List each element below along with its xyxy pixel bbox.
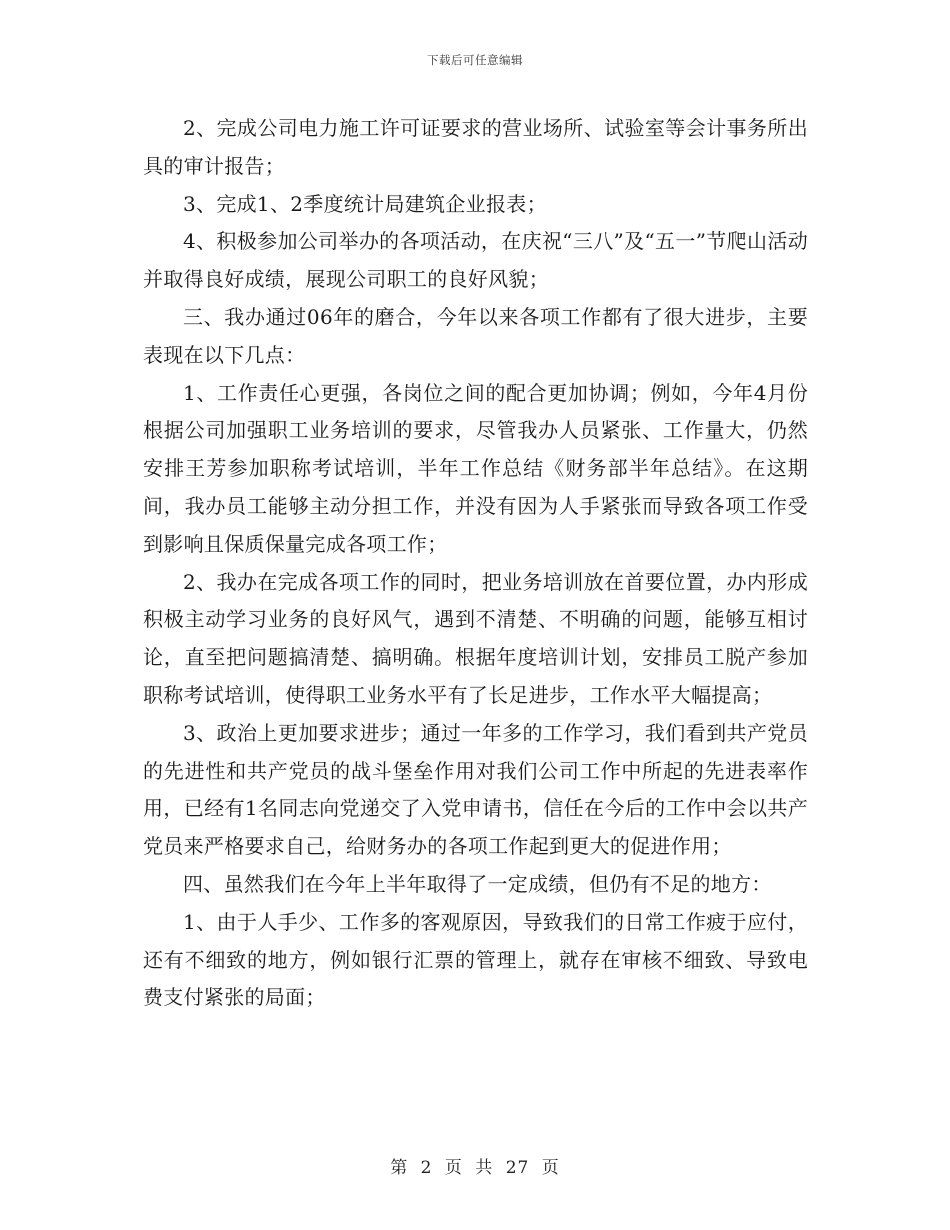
paragraph: 2、完成公司电力施工许可证要求的营业场所、试验室等会计事务所出具的审计报告；: [143, 116, 808, 178]
paragraph: 1、由于人手少、工作多的客观原因，导致我们的日常工作疲于应付，还有不细致的地方，例如银行汇票的管理上，就存在审核不细致、导致电费支付紧张的局面；: [143, 909, 808, 1010]
paragraph: 三、我办通过06年的磨合，今年以来各项工作都有了很大进步，主要表现在以下几点：: [143, 304, 808, 367]
paragraph: 4、积极参加公司举办的各项活动，在庆祝“三八”及“五一”节爬山活动并取得良好成绩，展现公司职工的良好风貌；: [143, 229, 808, 292]
paragraph: 四、虽然我们在今年上半年取得了一定成绩，但仍有不足的地方：: [183, 871, 772, 896]
page-header: 下载后可任意编辑: [427, 53, 523, 67]
page-footer: 第 2 页 共 27 页: [390, 1158, 560, 1178]
document-body: [143, 110, 808, 1017]
paragraph: 2、我办在完成各项工作的同时，把业务培训放在首要位置，办内形成积极主动学习业务的良好风气，遇到不清楚、不明确的问题，能够互相讨论，直至把问题搞清楚、搞明确。根据年度培训计划，安排员工脱产参加职称考试培训，使得职工业务水平有了长足进步，工作水平大幅提高；: [143, 569, 808, 707]
paragraph: 1、工作责任心更强，各岗位之间的配合更加协调；例如，今年4月份根据公司加强职工业务培训的要求，尽管我办人员紧张、工作量大，仍然安排王芳参加职称考试培训，半年工作总结《财务部半年总结》。在这期间，我办员工能够主动分担工作，并没有因为人手紧张而导致各项工作受到影响且保质保量完成各项工作；: [143, 380, 808, 556]
paragraph: 3、政治上更加要求进步；通过一年多的工作学习，我们看到共产党员的先进性和共产党员的战斗堡垒作用对我们公司工作中所起的先进表率作用，已经有1名同志向党递交了入党申请书，信任在今后的工作中会以共产党员来严格要求自己，给财务办的各项工作起到更大的促进作用；: [143, 720, 808, 859]
paragraph: 3、完成1、2季度统计局建筑企业报表；: [183, 191, 547, 216]
